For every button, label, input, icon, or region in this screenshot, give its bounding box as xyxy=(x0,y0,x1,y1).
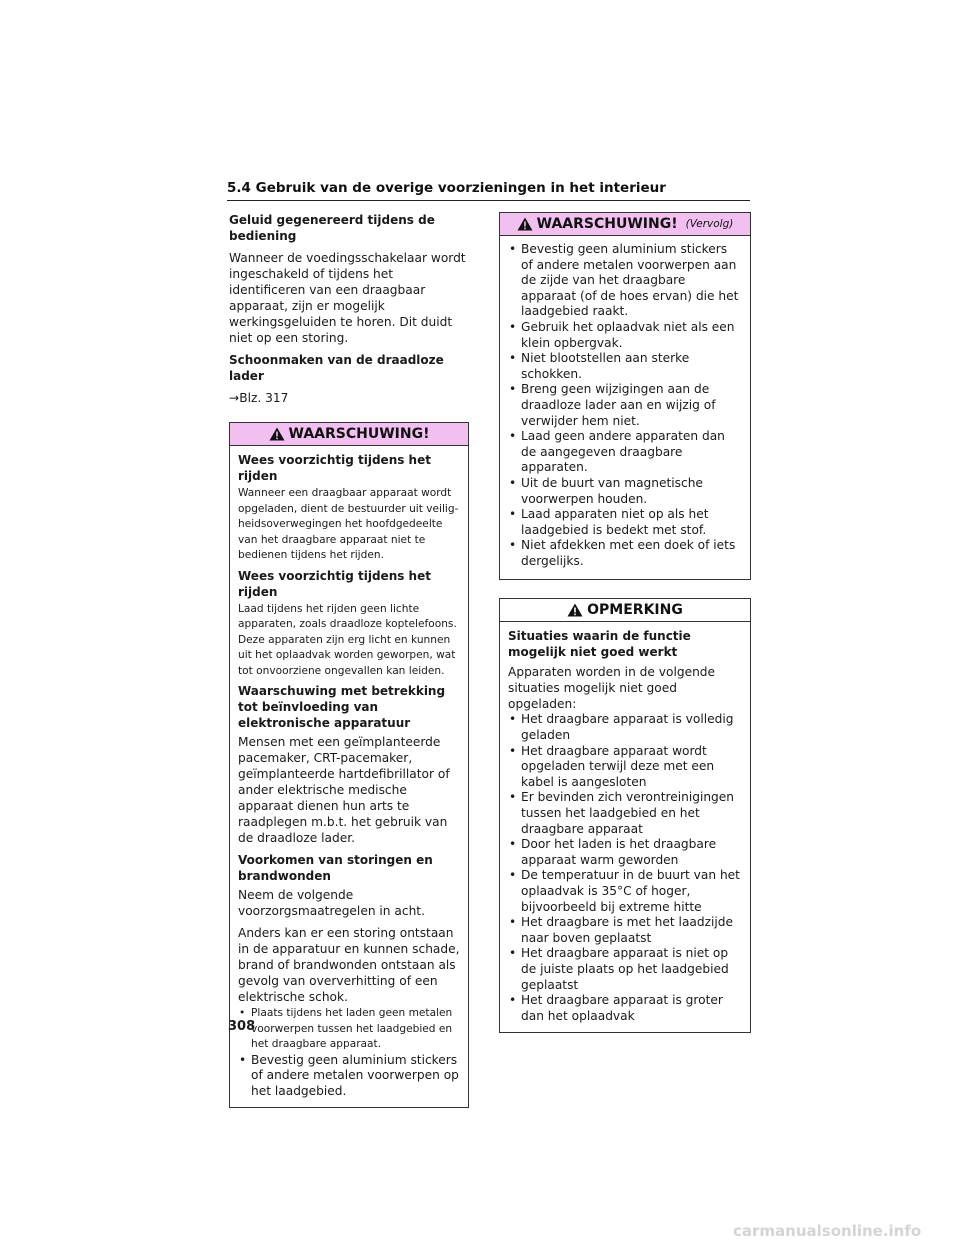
watermark: carmanualsonline.info xyxy=(733,1222,922,1240)
warning-list xyxy=(238,1053,460,1100)
right-column xyxy=(499,212,751,1033)
note-box xyxy=(499,598,751,1033)
warning-triangle-icon xyxy=(269,427,285,441)
list-item: • Laad geen andere apparaten dan de aangegeven draagbare apparaten. xyxy=(508,429,742,476)
note-header xyxy=(500,599,750,622)
list-item: • Bevestig geen aluminium stickers of andere metalen voorwerpen aan de zijde van het draagbare apparaat (of de hoes ervan) die het laadgebied raakt. xyxy=(508,242,742,320)
warning-title: WAARSCHUWING! xyxy=(288,426,430,442)
warning-continued-header xyxy=(500,213,750,236)
warning-heading-burns: Voorkomen van storingen en brandwonden xyxy=(238,853,433,883)
list-item: • Het draagbare is met het laadzijde naar boven geplaatst xyxy=(508,915,742,946)
list-item: • Door het laden is het draagbare apparaat warm geworden xyxy=(508,837,742,868)
list-item: • De temperatuur in de buurt van het oplaadvak is 35°C of hoger, bijvoorbeeld bij extreme hitte xyxy=(508,868,742,915)
list-item: • Breng geen wijzigingen aan de draadloze lader aan en wijzig of verwijder hem niet. xyxy=(508,382,742,429)
list-item: • Het draagbare apparaat is groter dan het oplaadvak xyxy=(508,993,742,1024)
note-title: OPMERKING xyxy=(587,602,683,619)
warning-body xyxy=(230,446,468,1107)
warning-small-list xyxy=(238,1006,460,1053)
warning-heading-driving-2: Wees voorzichtig tijdens het rijden xyxy=(238,568,431,599)
note-intro: Apparaten worden in de volgende situaties mogelijk niet goed opgeladen: xyxy=(508,665,716,712)
warning-continued-body xyxy=(500,236,750,579)
warning-continued-title: WAARSCHUWING! xyxy=(536,216,678,232)
notice-triangle-icon xyxy=(567,603,583,617)
note-heading: Situaties waarin de functie mogelijk niet goed werkt xyxy=(508,629,691,660)
warning-text-light-devices: Laad tijdens het rijden geen lichte apparaten, zoals draadloze koptelefoons. Deze apparaten zijn erg licht en kunnen uit het oplaadvak worden geworpen, wat tot onvoorziene ongevallen kan leiden. xyxy=(238,602,457,677)
continued-label: (Vervolg) xyxy=(685,218,734,230)
list-item: • Laad apparaten niet op als het laadgebied is bedekt met stof. xyxy=(508,507,742,538)
warning-text-driving: Wanneer een draagbaar apparaat wordt opgeladen, dient de bestuurder uit veilig-heidsoverwegingen het hoofdgedeelte van het draagbare apparaat niet te bedienen tijdens het rijden. xyxy=(238,487,459,561)
warning-heading-driving: Wees voorzichtig tijdens het rijden xyxy=(238,453,431,483)
list-item: • Uit de buurt van magnetische voorwerpen houden. xyxy=(508,476,742,507)
list-item: • Bevestig geen aluminium stickers of andere metalen voorwerpen op het laadgebied. xyxy=(238,1053,460,1100)
list-item: • Gebruik het oplaadvak niet als een klein opbergvak. xyxy=(508,320,742,351)
list-item: • Niet blootstellen aan sterke schokken. xyxy=(508,351,742,382)
warning-box xyxy=(229,422,469,1108)
warning-text-precautions: Neem de volgende voorzorgsmaatregelen in acht. xyxy=(238,888,425,918)
list-item: • Het draagbare apparaat wordt opgeladen terwijl deze met een kabel is aangesloten xyxy=(508,744,742,791)
note-list xyxy=(508,712,742,1024)
page-number: 308 xyxy=(228,1019,256,1034)
note-body xyxy=(500,622,750,1032)
heading-cleaning: Schoonmaken van de draadloze lader xyxy=(229,353,444,383)
warning-text-pacemaker: Mensen met een geïmplanteerde pacemaker, CRT-pacemaker, geïmplanteerde hartdefibrillator of ander elektrische medische apparaat dienen hun arts te raadplegen m.b.t. het gebruik van de draadloze lader. xyxy=(238,735,450,845)
list-item: • Het draagbare apparaat is volledig geladen xyxy=(508,712,742,743)
left-column xyxy=(229,212,469,1108)
heading-operation-sound: Geluid gegenereerd tijdens de bediening xyxy=(229,213,435,243)
warning-continued-list xyxy=(508,242,742,569)
paragraph-operation-sound: Wanneer de voedingsschakelaar wordt ingeschakeld of tijdens het identificeren van een draagbaar apparaat, zijn er mogelijk werkingsgeluiden te horen. Dit duidt niet op een storing. xyxy=(229,251,466,345)
list-item: • Niet afdekken met een doek of iets dergelijks. xyxy=(508,538,742,569)
warning-triangle-icon xyxy=(517,217,533,231)
warning-continued-box xyxy=(499,212,751,580)
page-reference-link[interactable]: →Blz. 317 xyxy=(229,391,289,405)
list-item: • Het draagbare apparaat is niet op de juiste plaats op het laadgebied geplaatst xyxy=(508,946,742,993)
section-header: 5.4 Gebruik van de overige voorzieningen in het interieur xyxy=(227,180,750,201)
list-item: • Er bevinden zich verontreinigingen tussen het laadgebied en het draagbare apparaat xyxy=(508,790,742,837)
warning-text-consequences: Anders kan er een storing ontstaan in de apparatuur en kunnen schade, brand of brandwonden ontstaan als gevolg van oververhitting of een elektrische schok. xyxy=(238,926,460,1004)
list-item: • Plaats tijdens het laden geen metalen voorwerpen tussen het laadgebied en het draagbare apparaat. xyxy=(238,1006,460,1053)
warning-header xyxy=(230,423,468,446)
warning-heading-electronics: Waarschuwing met betrekking tot beïnvloeding van elektronische apparatuur xyxy=(238,684,446,730)
